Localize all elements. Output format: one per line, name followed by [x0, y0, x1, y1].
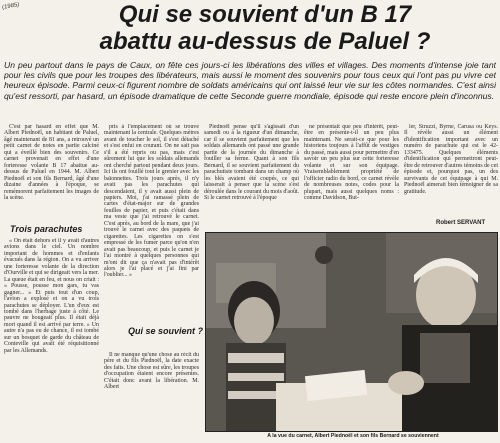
headline: [0, 0, 500, 55]
column-5-text: ler, Struzzi, Byrne, Carusa ou Keys. Il révèle aussi un élément d'identification important avec un numéro de parachute qui est le 42-133475. Quelques éléments d'identification qui permettront peut-être de retrouver d'autres témoins de cet épisode et, pourquoi pas, un des survivants de cet équipage à qui M. Piednoël aimerait bien témoigner de sa gratitude.: [404, 124, 498, 195]
photo-illustration: [206, 233, 498, 432]
subheading-qui-se-souvient: Qui se souvient ?: [128, 326, 204, 336]
column-4-text: ne présentait que peu d'intérêt, peut-être en présente-t-il un peu plus maintenant. Ne serait-ce que pour les historiens toujours à l'affût de vestiges du passé, mais aussi pour permettre d'en savoir un peu plus sur cette forteresse volante et sur son équipage. Vraisemblablement propriété de l'officier radio du bord, ce carnet révèle de nombreuses notes, codes pour la plupart, mais aussi quelques noms : comme Davidson, But-: [304, 124, 399, 201]
wall-clock-icon: [315, 246, 333, 264]
headline-line-1: Qui se souvient d'un B 17: [118, 1, 412, 28]
article-column-5: [404, 124, 498, 220]
article-column-1-continued: [4, 238, 99, 438]
column-1-text: C'est par hasard en effet que M. Albert Piednoël, un habitant de Paluel, âgé maintenant de 81 ans, a retrouvé un petit carnet de notes en partie calciné qui a éveillé bien des souvenirs. Ce carnet provenait en effet d'une forteresse volante B 17 abattue au-dessus de Paluel en 1944. M. Albert Piednoël et son fils Bernard, âgé d'une dizaine d'années à l'époque, se remémorent parfaitement les images de la scène.: [4, 124, 99, 201]
subheading-trois-parachutes: Trois parachutes: [10, 224, 83, 234]
archive-stamp: (1985): [1, 1, 20, 11]
photo-caption: A la vue du carnet, Albert Piednoël et son fils Bernard se souviennent: [267, 433, 439, 439]
article-photo: [205, 232, 498, 432]
article-column-2: [104, 124, 199, 348]
column-1b-text: « On était dehors et il y avait d'autres avions dans le ciel. Un nombre important de hommes et d'enfants évacués dans la région. On a vu arriver une forteresse volante de la direction d'Ourville et qui se dirigeait vers la mer. La queue était en feu, et nous on criait : « Pousse, pousse mon gars, tu vas gagner... » Et puis tout d'un coup, l'avion a explosé et on a vu trois parachutes se déployer. L'un d'eux est tombé dans l'herbage juste à côté. Le pauvre ne bougeait plus. Il était déjà mort quand il est arrivé par terre. » Un autre n'a pas eu de chance, il est tombé sur un bosquet de garde du château de Conteville qui avait été réquisitionné par les Allemands.: [4, 238, 99, 354]
article-column-1: [4, 124, 99, 218]
author-signature: Robert SERVANT: [436, 220, 486, 226]
lead-paragraph: Un peu partout dans le pays de Caux, on fête ces jours-ci les libérations des villes et villages. Des moments d'intense joie tant pour les civils que pour les troupes des libérateurs, mais aussi le moment des souvenirs pour tous ceux qui l'ont pas pu vivre cet heureux épisode. Parmi ceux-ci figurent nombre de soldats américains qui ont laissé leur vie sur les côtes normandes. C'est ainsi qu'est ressorti, par hasard, un épisode dramatique de cette Seconde guerre mondiale, épisode qui reste encore plein d'inconnus.: [4, 60, 496, 101]
article-column-2-continued: [104, 352, 199, 438]
column-3-text: Piednoël pense qu'il s'agissait d'un samedi ou à la rigueur d'un dimanche, car il se souvient parfaitement que les soldats allemands ont passé une grande partie de la journée du dimanche à fouiller sa ferme. Quant à son fils Bernard, il se souvient parfaitement du parachutiste tombant dans un champ où les blés avaient été coupés, ce qui laisserait à penser que la scène s'est déroulée dans le courant du mois d'août. Si le carnet retrouvé à l'époque: [204, 124, 299, 201]
headline-line-2: abattu au-dessus de Paluel ?: [99, 28, 431, 55]
article-column-3: [204, 124, 299, 232]
column-2b-text: Il ne manque qu'une chose au récit du père et du fils Piednoël, la date exacte des faits. Une chose est sûre, les troupes d'occupation étaient encore présentes. C'était donc avant la libération. M. Albert: [104, 352, 199, 391]
article-column-4: [304, 124, 399, 232]
column-2-text: pris à l'emplacement où se trouve maintenant la centrale. Quelques mètres avant de toucher le sol, il s'est détaché et s'est enfui en courant. On ne sait pas s'il a été repris ou pas, mais c'est sûrement lui que les soldats allemands ont cherché partout pendant deux jours. Ici ils ont fouillé tout le grenier avec les baïonnettes. Trois jours après, il n'y avait pas les parachutes qui descendaient, il y avait aussi plein de papiers. Moi, j'ai ramassé plein de cartes d'état-major sur de grandes feuilles de papier, et puis c'était dans ma veste que j'ai retrouvé le carnet. C'est après, au bord de la mare, que j'ai trouvé le carnet avec des paquets de cigarettes. Les cigarettes on s'est empressé de les fumer parce qu'on n'en avait pas beaucoup, et puis le carnet je l'ai montré à quelques personnes qui m'ont dit que ça n'avait pas d'intérêt alors je l'ai placé et j'ai fini par l'oublier... »: [104, 124, 199, 279]
